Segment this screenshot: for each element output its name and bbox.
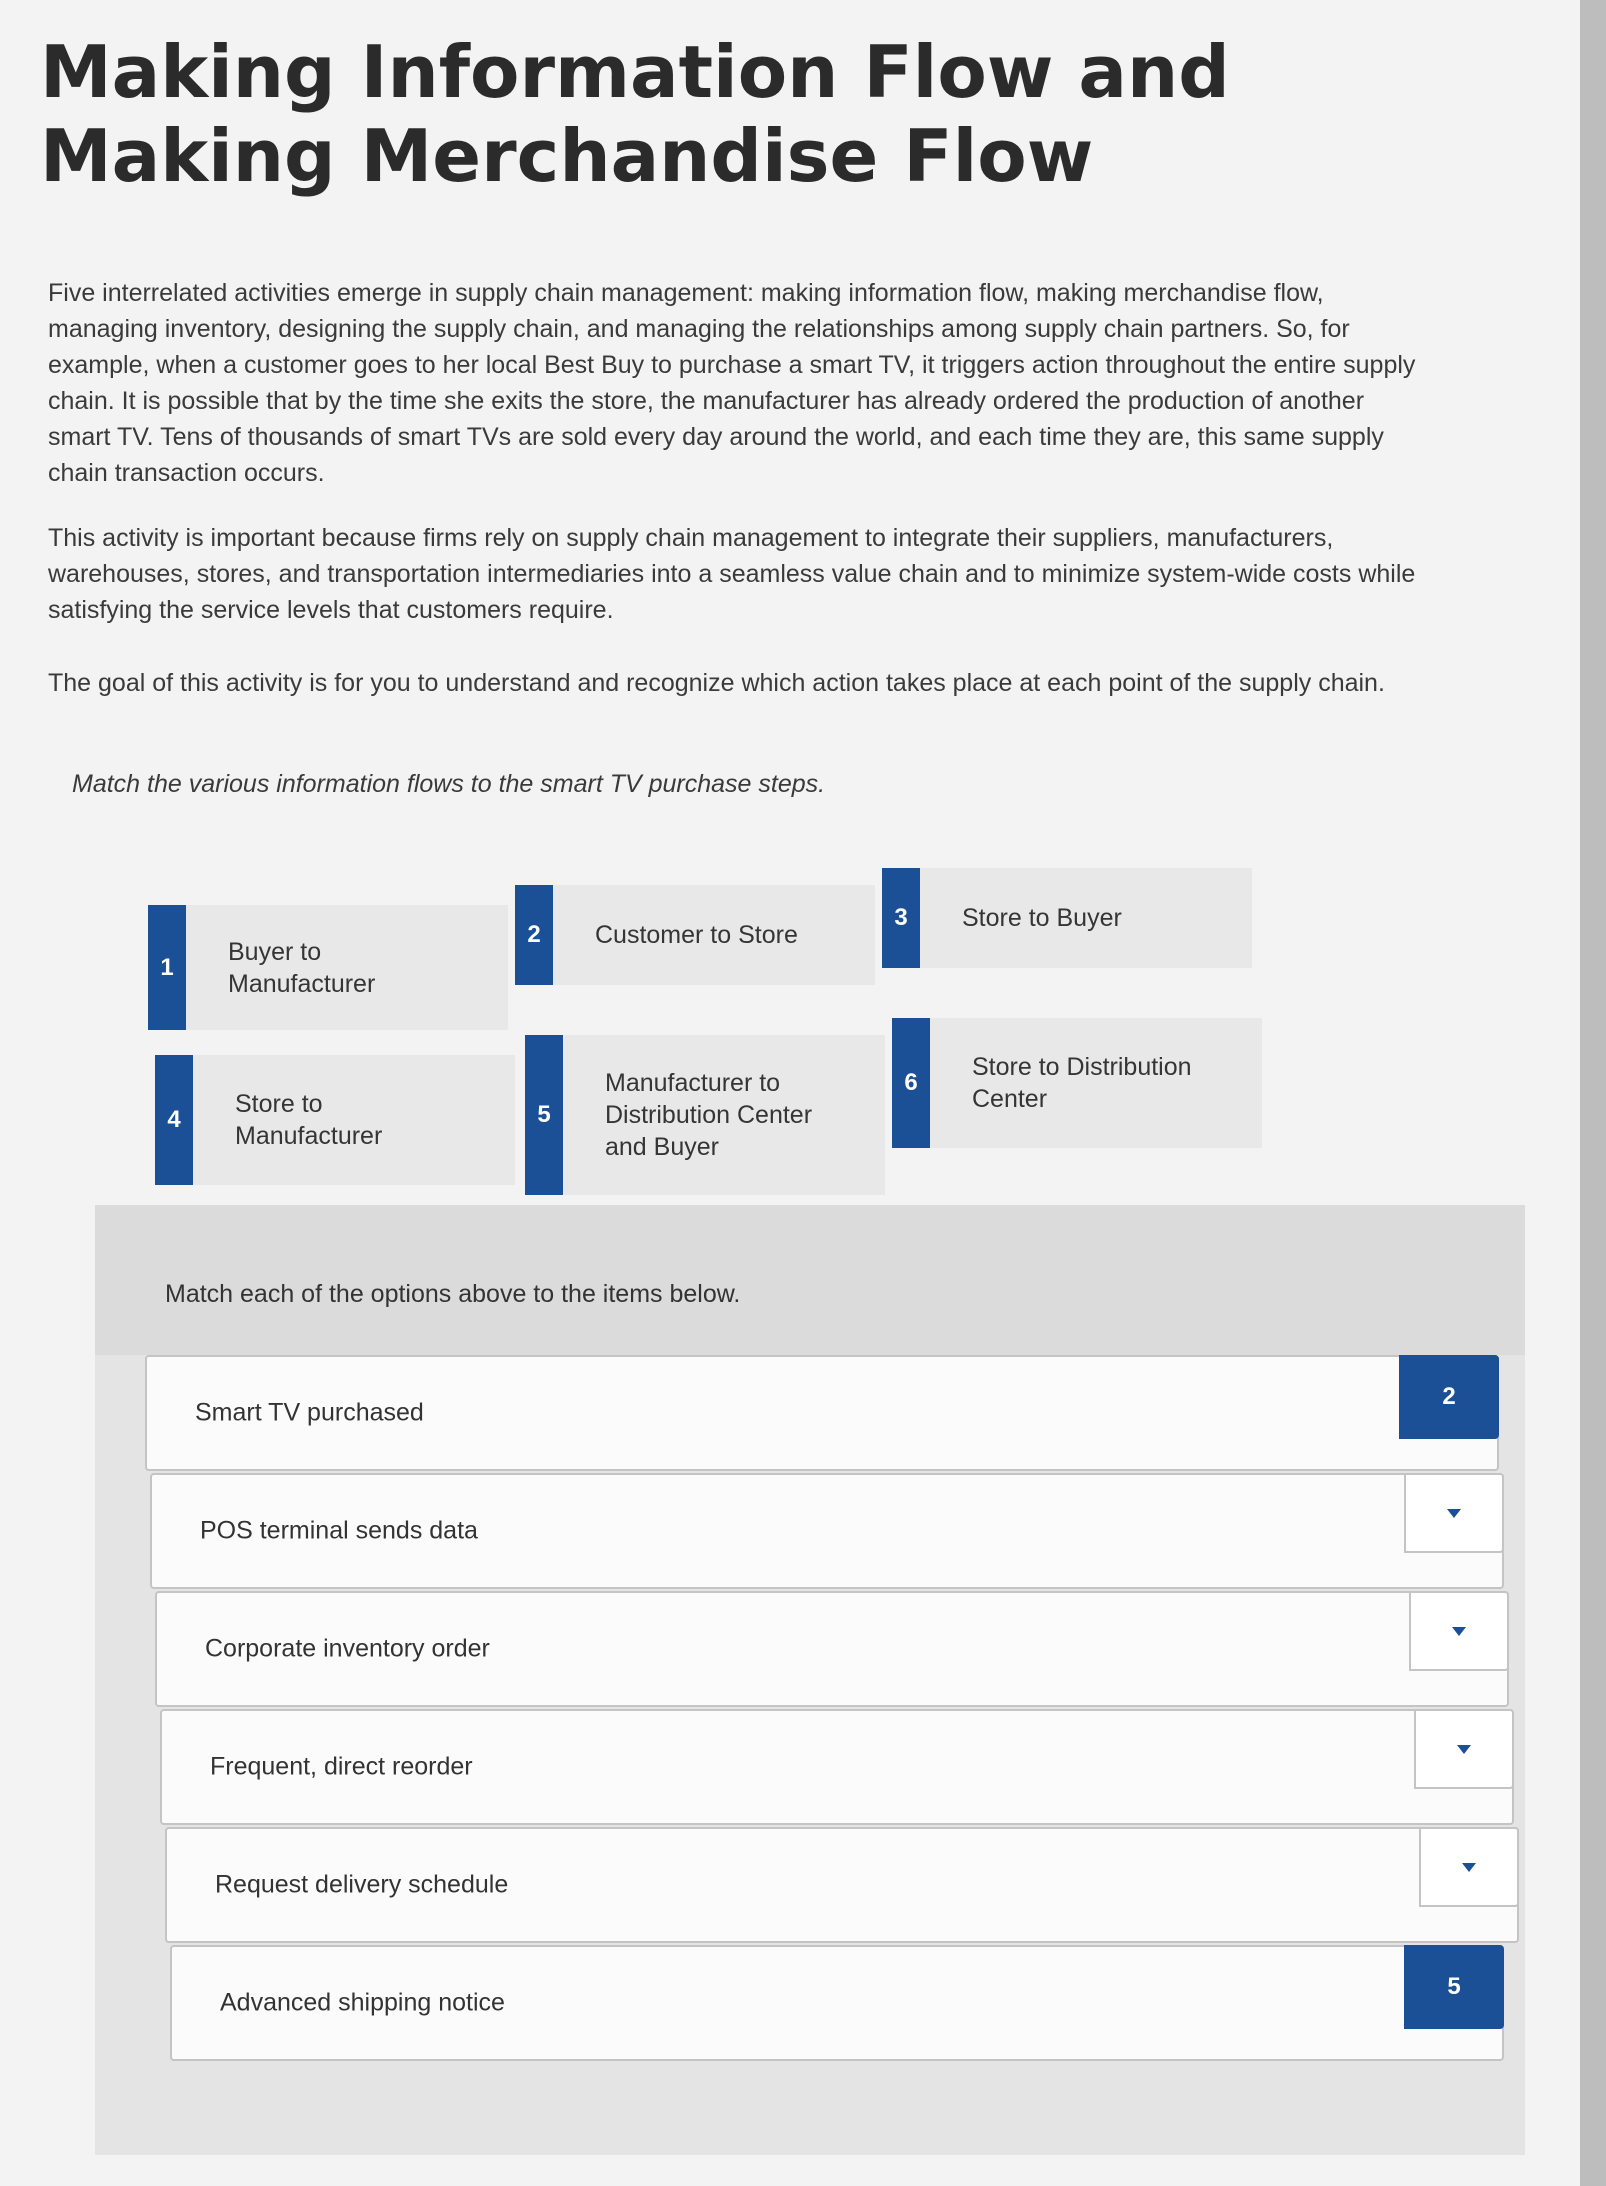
option-number: 5 <box>525 1035 563 1195</box>
matching-header <box>95 1205 1525 1355</box>
option-tile-1[interactable] <box>148 905 508 1030</box>
match-dropdown[interactable]: 5 <box>1404 1945 1504 2029</box>
option-tile-3[interactable] <box>882 868 1252 968</box>
option-label: Buyer to Manufacturer <box>228 937 376 998</box>
match-row-frequent-reorder <box>160 1709 1514 1825</box>
match-row-pos-terminal <box>150 1473 1504 1589</box>
match-dropdown[interactable] <box>1404 1473 1504 1553</box>
page-title: Making Information Flow and Making Merchandise Flow <box>40 30 1230 198</box>
match-row-smart-tv-purchased <box>145 1355 1499 1471</box>
match-item-label: POS terminal sends data <box>200 1516 478 1545</box>
option-label: Store to Buyer <box>962 904 1122 932</box>
caret-down-icon <box>1462 1863 1476 1872</box>
option-number: 2 <box>515 885 553 985</box>
option-number: 1 <box>148 905 186 1030</box>
caret-down-icon <box>1452 1627 1466 1636</box>
match-item-label: Request delivery schedule <box>215 1870 509 1899</box>
match-row-delivery-schedule <box>165 1827 1519 1943</box>
matching-panel <box>95 1205 1525 2155</box>
option-number: 4 <box>155 1055 193 1185</box>
match-row-corporate-order <box>155 1591 1509 1707</box>
match-item-label: Smart TV purchased <box>195 1398 424 1427</box>
match-dropdown[interactable] <box>1409 1591 1509 1671</box>
goal-paragraph: The goal of this activity is for you to understand and recognize which action takes place at each point of the supply chain. <box>48 669 1385 697</box>
option-label: Manufacturer to Distribution Center and Buyer <box>605 1069 813 1161</box>
caret-down-icon <box>1457 1745 1471 1754</box>
intro-paragraph: Five interrelated activities emerge in supply chain management: making information flow, making merchandise flow, managing inventory, designing the supply chain, and managing the relationships among supply chain partners. So, for example, when a customer goes to her local Best Buy to purchase a smart TV, it triggers action throughout the entire supply chain. It is possible that by the time she exits the store, the manufacturer has already ordered the production of another smart TV. Tens of thousands of smart TVs are sold every day around the world, and each time they are, this same supply chain transaction occurs. <box>48 279 1416 487</box>
match-item-label: Frequent, direct reorder <box>210 1752 473 1781</box>
importance-paragraph: This activity is important because firms rely on supply chain management to integrate their suppliers, manufacturers, warehouses, stores, and transportation intermediaries into a seamless value chain and to minimize system-wide costs while satisfying the service levels that customers require. <box>48 524 1416 624</box>
caret-down-icon <box>1447 1509 1461 1518</box>
option-label: Customer to Store <box>595 921 798 949</box>
screen-edge <box>1580 0 1606 2186</box>
option-number: 3 <box>882 868 920 968</box>
match-item-label: Corporate inventory order <box>205 1634 490 1663</box>
option-label: Store to Manufacturer <box>235 1090 383 1150</box>
match-dropdown[interactable] <box>1414 1709 1514 1789</box>
option-tile-4[interactable] <box>155 1055 515 1185</box>
match-item-label: Advanced shipping notice <box>220 1988 505 2017</box>
option-tile-2[interactable] <box>515 885 875 985</box>
option-tile-6[interactable] <box>892 1018 1262 1148</box>
activity-prompt: Match the various information flows to the smart TV purchase steps. <box>72 770 826 798</box>
option-label: Store to Distribution Center <box>972 1053 1192 1113</box>
match-row-shipping-notice <box>170 1945 1504 2061</box>
match-dropdown[interactable] <box>1419 1827 1519 1907</box>
option-number: 6 <box>892 1018 930 1148</box>
option-tile-5[interactable] <box>525 1035 885 1195</box>
matching-instruction: Match each of the options above to the items below. <box>165 1280 741 1308</box>
match-dropdown[interactable]: 2 <box>1399 1355 1499 1439</box>
